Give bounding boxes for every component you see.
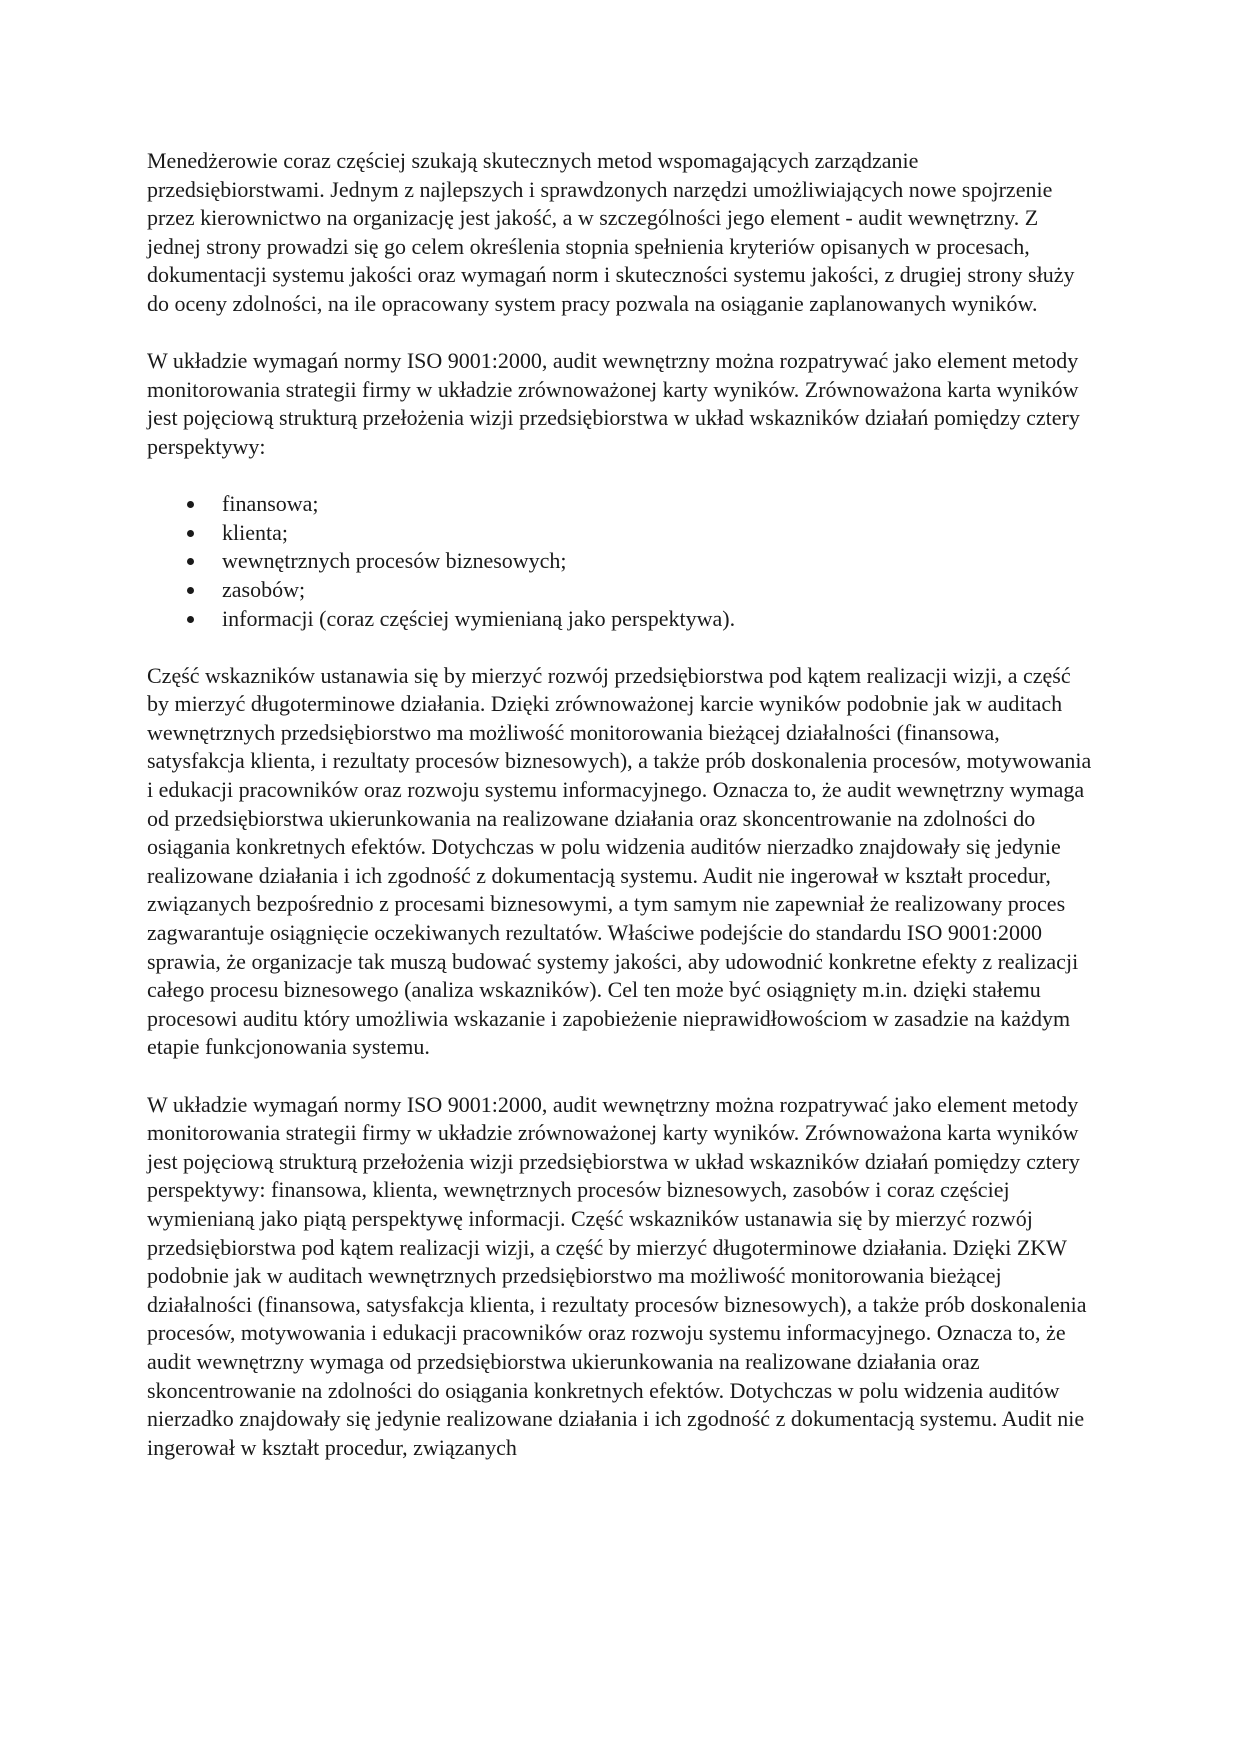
bullet-icon	[187, 501, 194, 508]
document-page	[147, 147, 1097, 1491]
list-item-text: informacji (coraz częściej wymienianą jako perspektywa).	[222, 605, 736, 631]
list-item	[147, 519, 1097, 548]
bullet-icon	[187, 530, 194, 537]
list-item	[147, 605, 1097, 634]
perspectives-list	[147, 490, 1097, 633]
list-item-text: zasobów;	[222, 576, 306, 602]
paragraph-indicators: Część wskazników ustanawia się by mierzyć rozwój przedsiębiorstwa pod kątem realizacji wizji, a część by mierzyć długoterminowe działania. Dzięki zrównoważonej karcie wyników podobnie jak w auditach wewnętrznych przedsiębiorstwo ma możliwość monitorowania bieżącej działalności (finansowa, satysfakcja klienta, i rezultaty procesów biznesowych), a także prób doskonalenia procesów, motywowania i edukacji pracowników oraz rozwoju systemu informacyjnego. Oznacza to, że audit wewnętrzny wymaga od przedsiębiorstwa ukierunkowania na realizowane działania oraz skoncentrowanie na zdolności do osiągania konkretnych efektów. Dotychczas w polu widzenia auditów nierzadko znajdowały się jedynie realizowane działania i ich zgodność z dokumentacją systemu. Audit nie ingerował w kształt procedur, związanych bezpośrednio z procesami biznesowymi, a tym samym nie zapewniał że realizowany proces zagwarantuje osiągnięcie oczekiwanych rezultatów. Właściwe podejście do standardu ISO 9001:2000 sprawia, że organizacje tak muszą budować systemy jakości, aby udowodnić konkretne efekty z realizacji całego procesu biznesowego (analiza wskazników). Cel ten może być osiągnięty m.in. dzięki stałemu procesowi auditu który umożliwia wskazanie i zapobieżenie nieprawidłowościom w zasadzie na każdym etapie funkcjonowania systemu.	[147, 662, 1092, 1060]
list-item	[147, 576, 1097, 605]
list-item-text: klienta;	[222, 519, 288, 545]
bullet-icon	[187, 616, 194, 623]
paragraph-intro: Menedżerowie coraz częściej szukają skutecznych metod wspomagających zarządzanie przedsiębiorstwami. Jednym z najlepszych i sprawdzonych narzędzi umożliwiających nowe spojrzenie przez kierownictwo na organizację jest jakość, a w szczególności jego element - audit wewnętrzny. Z jednej strony prowadzi się go celem określenia stopnia spełnienia kryteriów opisanych w procesach, dokumentacji systemu jakości oraz wymagań norm i skuteczności systemu jakości, z drugiej strony służy do oceny zdolności, na ile opracowany system pracy pozwala na osiąganie zaplanowanych wyników.	[147, 148, 1075, 316]
bullet-icon	[187, 587, 194, 594]
paragraph-iso-scorecard-repeat: W układzie wymagań normy ISO 9001:2000, audit wewnętrzny można rozpatrywać jako element metody monitorowania strategii firmy w układzie zrównoważonej karty wyników. Zrównoważona karta wyników jest pojęciową strukturą przełożenia wizji przedsiębiorstwa w układ wskazników działań pomiędzy cztery perspektywy: finansowa, klienta, wewnętrznych procesów biznesowych, zasobów i coraz częściej wymienianą jako piątą perspektywę informacji. Część wskazników ustanawia się by mierzyć rozwój przedsiębiorstwa pod kątem realizacji wizji, a część by mierzyć długoterminowe działania. Dzięki ZKW podobnie jak w auditach wewnętrznych przedsiębiorstwo ma możliwość monitorowania bieżącej działalności (finansowa, satysfakcja klienta, i rezultaty procesów biznesowych), a także prób doskonalenia procesów, motywowania i edukacji pracowników oraz rozwoju systemu informacyjnego. Oznacza to, że audit wewnętrzny wymaga od przedsiębiorstwa ukierunkowania na realizowane działania oraz skoncentrowanie na zdolności do osiągania konkretnych efektów. Dotychczas w polu widzenia auditów nierzadko znajdowały się jedynie realizowane działania i ich zgodność z dokumentacją systemu. Audit nie ingerował w kształt procedur, związanych	[147, 1091, 1087, 1460]
paragraph-iso-scorecard: W układzie wymagań normy ISO 9001:2000, audit wewnętrzny można rozpatrywać jako element metody monitorowania strategii firmy w układzie zrównoważonej karty wyników. Zrównoważona karta wyników jest pojęciową strukturą przełożenia wizji przedsiębiorstwa w układ wskazników działań pomiędzy cztery perspektywy:	[147, 348, 1080, 459]
bullet-icon	[187, 558, 194, 565]
list-item-text: wewnętrznych procesów biznesowych;	[222, 548, 567, 574]
list-item	[147, 547, 1097, 576]
list-item	[147, 490, 1097, 519]
list-item-text: finansowa;	[222, 491, 319, 517]
